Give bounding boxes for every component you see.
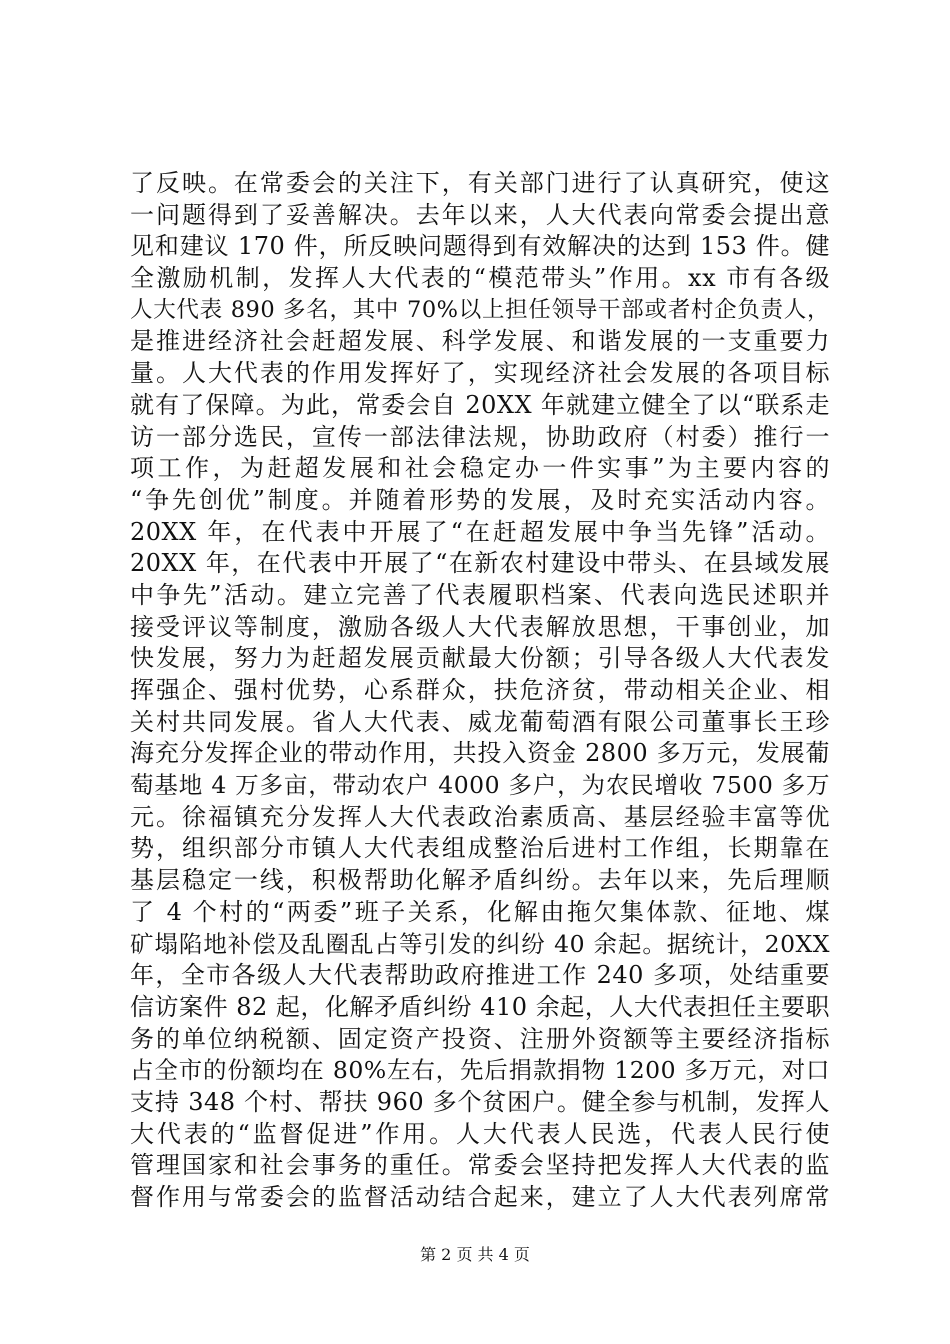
text-line: 管理国家和社会事务的重任。常委会坚持把发挥人大代表的监 bbox=[130, 1151, 830, 1180]
text-line: 就有了保障。为此，常委会自 20XX 年就建立健全了以“联系走 bbox=[130, 390, 830, 419]
text-line: 一问题得到了妥善解决。去年以来，人大代表向常委会提出意 bbox=[130, 200, 830, 229]
text-line: 势，组织部分市镇人大代表组成整治后进村工作组，长期靠在 bbox=[130, 834, 830, 863]
text-line: 督作用与常委会的监督活动结合起来，建立了人大代表列席常 bbox=[130, 1183, 830, 1211]
text-line: 大代表的“监督促进”作用。人大代表人民选，代表人民行使 bbox=[130, 1119, 830, 1148]
text-line: 见和建议 170 件，所反映问题得到有效解决的达到 153 件。健 bbox=[130, 232, 830, 261]
text-line: 项工作，为赶超发展和社会稳定办一件实事”为主要内容的 bbox=[130, 454, 830, 483]
text-line: 访一部分选民，宣传一部法律法规，协助政府（村委）推行一 bbox=[130, 422, 830, 451]
text-line: 快发展，努力为赶超发展贡献最大份额；引导各级人大代表发 bbox=[130, 644, 830, 673]
text-line: “争先创优”制度。并随着形势的发展，及时充实活动内容。 bbox=[130, 485, 830, 514]
text-line: 了反映。在常委会的关注下，有关部门进行了认真研究，使这 bbox=[130, 169, 830, 197]
text-line: 了 4 个村的“两委”班子关系，化解由拖欠集体款、征地、煤 bbox=[130, 897, 830, 926]
text-line: 元。徐福镇充分发挥人大代表政治素质高、基层经验丰富等优 bbox=[130, 802, 830, 831]
body-text bbox=[130, 168, 830, 1214]
text-line: 是推进经济社会赶超发展、科学发展、和谐发展的一支重要力 bbox=[130, 327, 830, 356]
text-line: 占全市的份额均在 80%左右，先后捐款捐物 1200 多万元，对口 bbox=[130, 1056, 830, 1085]
text-line: 基层稳定一线，积极帮助化解矛盾纠纷。去年以来，先后理顺 bbox=[130, 866, 830, 895]
text-line: 20XX 年，在代表中开展了“在新农村建设中带头、在县域发展 bbox=[130, 549, 830, 578]
text-line: 20XX 年，在代表中开展了“在赶超发展中争当先锋”活动。 bbox=[130, 517, 830, 546]
text-line: 海充分发挥企业的带动作用，共投入资金 2800 多万元，发展葡 bbox=[130, 739, 830, 768]
text-line: 挥强企、强村优势，心系群众，扶危济贫，带动相关企业、相 bbox=[130, 676, 830, 704]
text-line: 全激励机制，发挥人大代表的“模范带头”作用。xx 市有各级 bbox=[130, 264, 830, 293]
text-line: 支持 348 个村、帮扶 960 多个贫困户。健全参与机制，发挥人 bbox=[130, 1087, 830, 1116]
text-line: 矿塌陷地补偿及乱圈乱占等引发的纠纷 40 余起。据统计，20XX bbox=[130, 929, 830, 958]
text-line: 关村共同发展。省人大代表、威龙葡萄酒有限公司董事长王珍 bbox=[130, 707, 830, 736]
text-line: 接受评议等制度，激励各级人大代表解放思想，干事创业，加 bbox=[130, 612, 830, 641]
text-line: 信访案件 82 起，化解矛盾纠纷 410 余起，人大代表担任主要职 bbox=[130, 992, 830, 1021]
text-line: 中争先”活动。建立完善了代表履职档案、代表向选民述职并 bbox=[130, 580, 830, 609]
page-footer: 第 2 页 共 4 页 bbox=[420, 1245, 530, 1264]
text-line: 人大代表 890 多名，其中 70%以上担任领导干部或者村企负责人， bbox=[130, 296, 830, 323]
text-line: 务的单位纳税额、固定资产投资、注册外资额等主要经济指标 bbox=[130, 1024, 830, 1053]
text-line: 萄基地 4 万多亩，带动农户 4000 多户，为农民增收 7500 多万 bbox=[130, 771, 830, 800]
text-line: 量。人大代表的作用发挥好了，实现经济社会发展的各项目标 bbox=[130, 359, 830, 388]
text-line: 年，全市各级人大代表帮助政府推进工作 240 多项，处结重要 bbox=[130, 961, 830, 990]
